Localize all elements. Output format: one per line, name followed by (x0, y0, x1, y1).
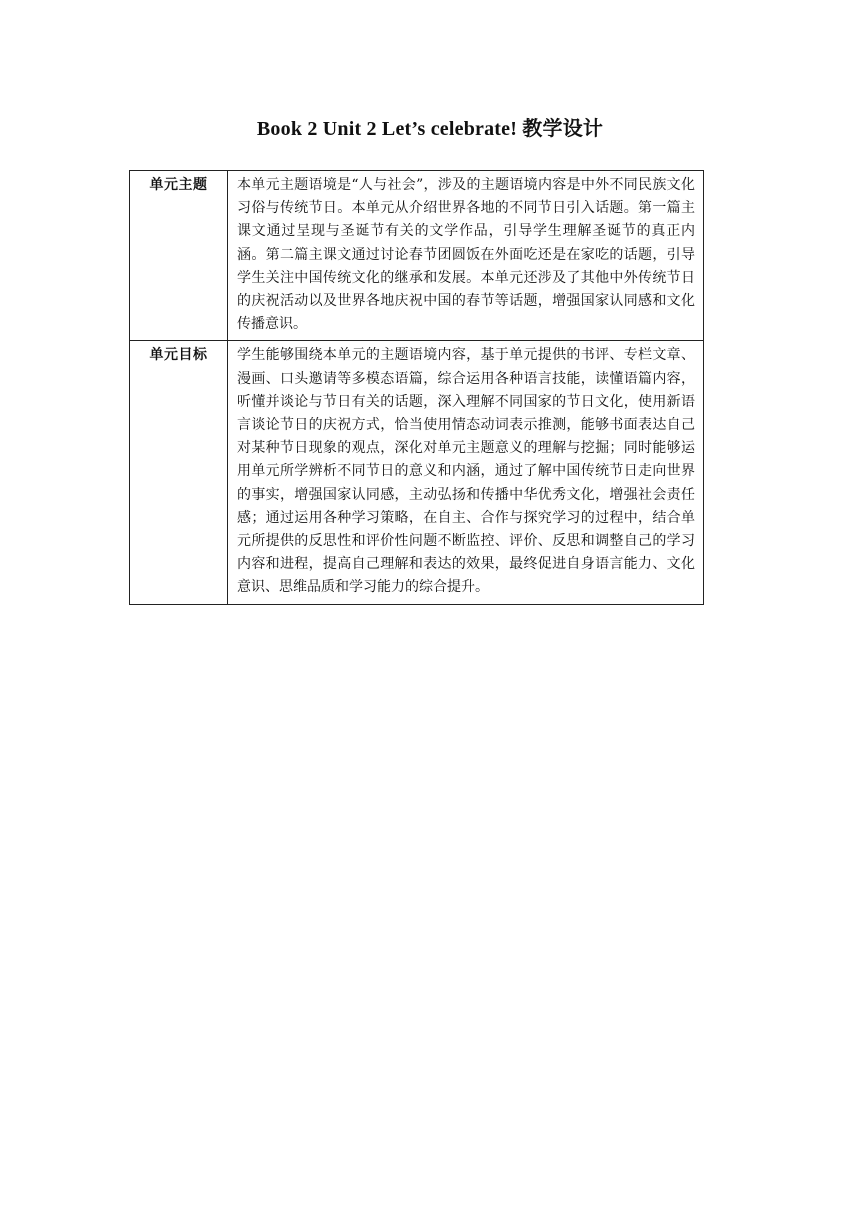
unit-theme-content: 本单元主题语境是“人与社会”，涉及的主题语境内容是中外不同民族文化习俗与传统节日。本单元从介绍世界各地的不同节日引入话题。第一篇主课文通过呈现与圣诞节有关的文学作品，引导学生理解圣诞节的真正内涵。第二篇主课文通过讨论春节团圆饭在外面吃还是在家吃的话题，引导学生关注中国传统文化的继承和发展。本单元还涉及了其他中外传统节日的庆祝活动以及世界各地庆祝中国的春节等话题，增强国家认同感和文化传播意识。 (228, 171, 704, 341)
unit-goals-content: 学生能够围绕本单元的主题语境内容，基于单元提供的书评、专栏文章、漫画、口头邀请等多模态语篇，综合运用各种语言技能，读懂语篇内容，听懂并谈论与节日有关的话题，深入理解不同国家的节日文化，使用新语言谈论节日的庆祝方式，恰当使用情态动词表示推测，能够书面表达自己对某种节日现象的观点，深化对单元主题意义的理解与挖掘；同时能够运用单元所学辨析不同节日的意义和内涵，通过了解中国传统节日走向世界的事实，增强国家认同感，主动弘扬和传播中华优秀文化，增强社会责任感；通过运用各种学习策略，在自主、合作与探究学习的过程中，结合单元所提供的反思性和评价性问题不断监控、评价、反思和调整自己的学习内容和进程，提高自己理解和表达的效果，最终促进自身语言能力、文化意识、思维品质和学习能力的综合提升。 (228, 341, 704, 604)
unit-goals-label: 单元目标 (130, 341, 228, 604)
table-row-unit-theme (130, 171, 704, 341)
page-title: Book 2 Unit 2 Let’s celebrate! 教学设计 (256, 118, 604, 140)
table-row-unit-goals (130, 341, 704, 604)
teaching-design-table (129, 170, 704, 605)
unit-theme-label: 单元主题 (130, 171, 228, 341)
